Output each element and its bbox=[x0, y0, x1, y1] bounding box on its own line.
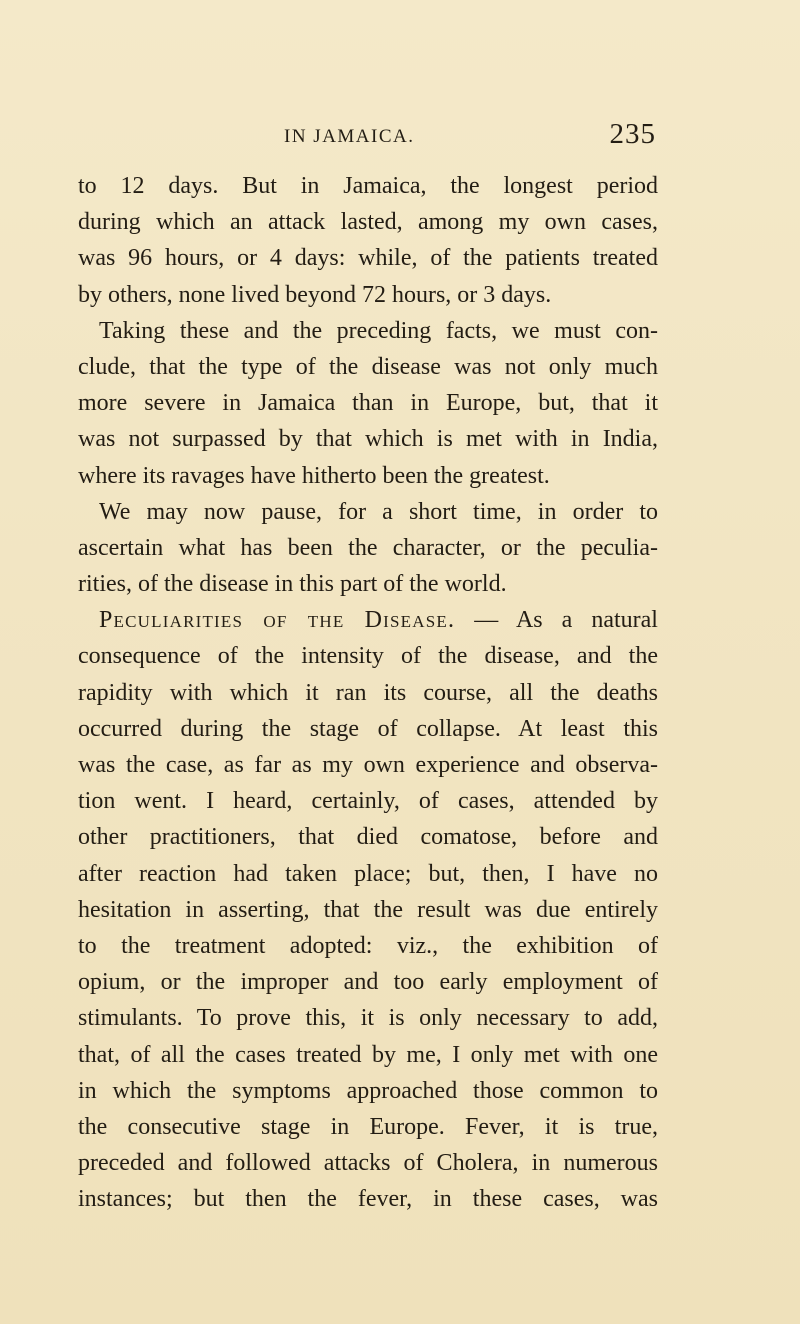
text-line: that, of all the cases treated by me, I only met with one bbox=[78, 1041, 658, 1068]
running-head: IN JAMAICA. bbox=[284, 126, 415, 147]
em-dash: — bbox=[455, 607, 516, 634]
text-line: tion went. I heard, certainly, of cases, attended by bbox=[78, 788, 658, 815]
text-line: clude, that the type of the disease was not only much bbox=[78, 353, 658, 380]
text-line: instances; but then the fever, in these cases, was bbox=[78, 1186, 658, 1213]
text-line: other practitioners, that died comatose, before and bbox=[78, 824, 658, 851]
text-line: preceded and followed attacks of Cholera, in numerous bbox=[78, 1150, 658, 1177]
text-line: rities, of the disease in this part of the world. bbox=[78, 571, 507, 598]
text-line: occurred during the stage of collapse. At least this bbox=[78, 715, 658, 742]
text-line: We may now pause, for a short time, in order to bbox=[99, 498, 658, 525]
text-line: was not surpassed by that which is met with in India, bbox=[78, 426, 658, 453]
text-line: to the treatment adopted: viz., the exhibition of bbox=[78, 932, 658, 959]
text-line: during which an attack lasted, among my own cases, bbox=[78, 209, 658, 236]
text-line: hesitation in asserting, that the result was due entirely bbox=[78, 896, 658, 923]
text-line: to 12 days. But in Jamaica, the longest period bbox=[78, 173, 658, 199]
text-line: more severe in Jamaica than in Europe, but, that it bbox=[78, 390, 658, 417]
text-line: where its ravages have hitherto been the greatest. bbox=[78, 462, 550, 489]
text-line: rapidity with which it ran its course, all the deaths bbox=[78, 679, 658, 706]
text-line: opium, or the improper and too early employment of bbox=[78, 969, 658, 996]
heading-continuation: As a natural bbox=[515, 607, 658, 634]
text-line: in which the symptoms approached those common to bbox=[78, 1077, 658, 1104]
body-text bbox=[78, 168, 658, 1217]
text-line: the consecutive stage in Europe. Fever, it is true, bbox=[78, 1113, 658, 1140]
text-line: consequence of the intensity of the disease, and the bbox=[78, 643, 658, 670]
page-number: 235 bbox=[609, 118, 656, 150]
page-header bbox=[0, 118, 800, 158]
text-line: by others, none lived beyond 72 hours, or 3 days. bbox=[78, 281, 552, 308]
text-line: after reaction had taken place; but, then, I have no bbox=[78, 860, 658, 887]
text-line: ascertain what has been the character, or the peculia- bbox=[78, 534, 658, 561]
text-line: Taking these and the preceding facts, we must con- bbox=[99, 317, 658, 344]
section-heading: Peculiarities of the Disease. bbox=[99, 607, 456, 634]
text-line: was the case, as far as my own experience and observa- bbox=[78, 752, 658, 778]
section-heading-line bbox=[78, 602, 658, 638]
text-line: was 96 hours, or 4 days: while, of the patients treated bbox=[78, 245, 658, 272]
text-line: stimulants. To prove this, it is only necessary to add, bbox=[78, 1005, 658, 1032]
